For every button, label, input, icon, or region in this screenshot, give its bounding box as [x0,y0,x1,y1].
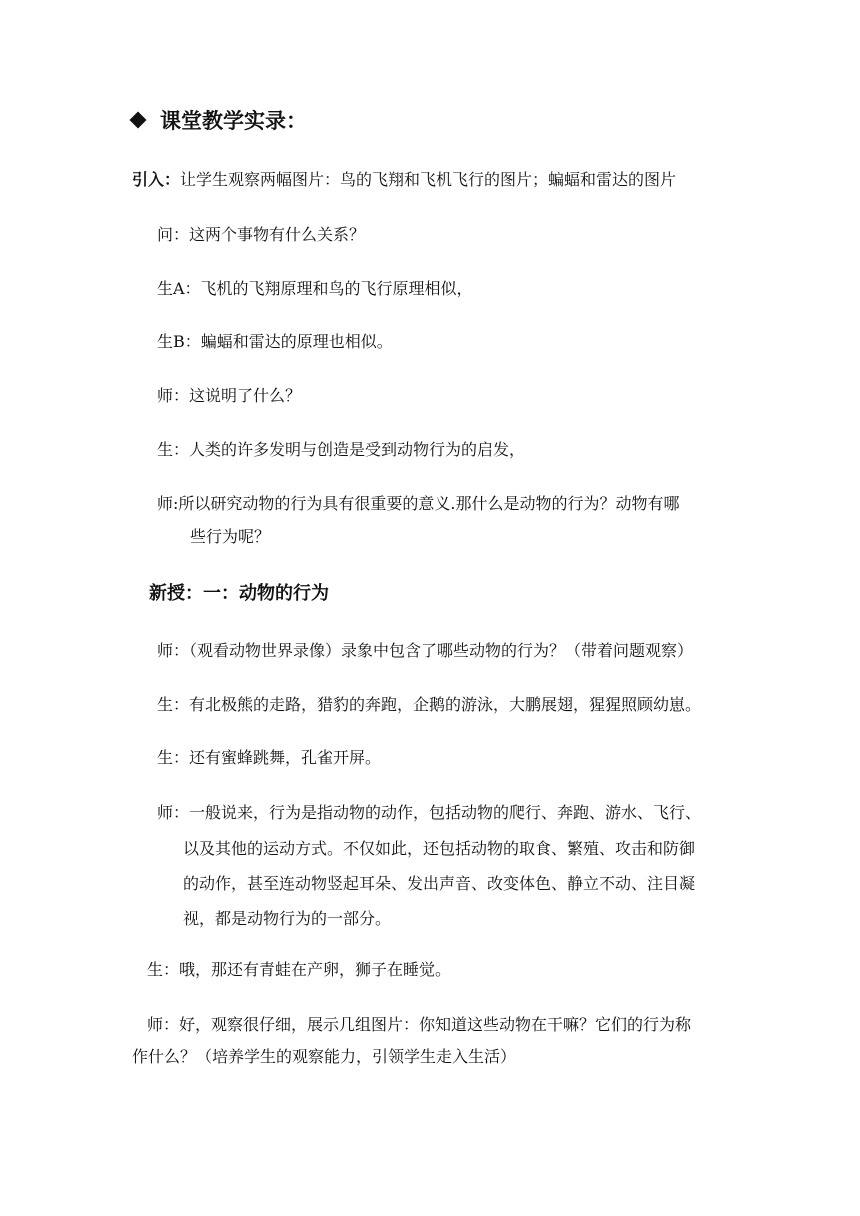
dialogue-line: 生A：飞机的飞翔原理和鸟的飞行原理相似， [157,279,473,298]
dialogue-line: 师:所以研究动物的行为具有很重要的意义.那什么是动物的行为？动物有哪 [157,494,680,513]
diamond-bullet-icon [130,112,147,129]
dialogue-line: 生：人类的许多发明与创造是受到动物行为的启发， [157,440,526,459]
final-line: 师：好，观察很仔细，展示几组图片：你知道这些动物在干嘛？它们的行为称 [147,1015,692,1034]
dialogue-line: 生：还有蜜蜂跳舞，孔雀开屏。 [157,748,382,767]
intro-label: 引入： [132,170,181,189]
intro-line [132,170,676,190]
dialogue-line: 师：（观看动物世界录像）录象中包含了哪些动物的行为？（带着问题观察） [157,641,694,660]
heading [132,108,307,134]
explain-line: 师：一般说来，行为是指动物的动作，包括动物的爬行、奔跑、游水、飞行、 [157,803,702,822]
section-title: 新授：一：动物的行为 [149,583,329,604]
dialogue-line: 问：这两个事物有什么关系？ [157,225,366,244]
explain-line: 视，都是动物行为的一部分。 [183,909,392,928]
intro-text: 让学生观察两幅图片：鸟的飞翔和飞机飞行的图片；蝙蝠和雷达的图片 [180,170,677,189]
dialogue-line: 生：有北极熊的走路，猎豹的奔跑，企鹅的游泳，大鹏展翅，猩猩照顾幼崽。 [157,695,702,714]
explain-line: 以及其他的运动方式。不仅如此，还包括动物的取食、繁殖、攻击和防御 [183,839,696,858]
dialogue-line: 些行为呢？ [190,527,271,546]
dialogue-line: 生B：蝙蝠和雷达的原理也相似。 [157,332,393,351]
explain-line: 的动作，甚至连动物竖起耳朵、发出声音、改变体色、静立不动、注目凝 [183,874,696,893]
final-line: 作什么？（培养学生的观察能力，引领学生走入生活） [132,1047,517,1066]
heading-text: 课堂教学实录： [160,109,307,133]
dialogue-line: 师：这说明了什么？ [157,386,302,405]
student-reply: 生：哦，那还有青蛙在产卵，狮子在睡觉。 [147,960,452,979]
